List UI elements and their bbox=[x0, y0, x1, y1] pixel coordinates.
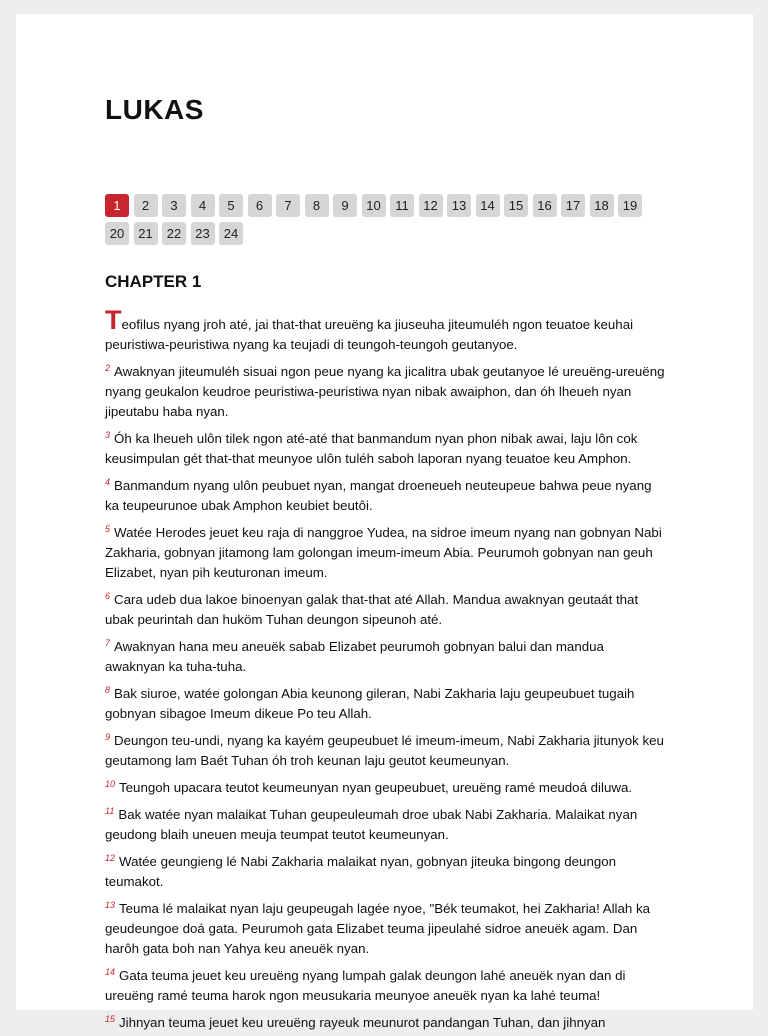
chapter-nav bbox=[105, 194, 665, 245]
verse-3 bbox=[105, 425, 665, 469]
chapter-heading: CHAPTER 1 bbox=[105, 272, 202, 291]
verse-15 bbox=[105, 1009, 665, 1033]
document-page bbox=[16, 14, 753, 1030]
verse-number: 13 bbox=[105, 900, 116, 910]
verse-number: 7 bbox=[105, 638, 111, 648]
verse-text: Bak siuroe, watée golongan Abia keunong gileran, Nabi Zakharia laju geupeubuet tugaih gobnyan sibagoe Imeum dikeue Po teu Allah. bbox=[105, 686, 635, 721]
verse-1 bbox=[105, 305, 665, 355]
chapter-link-4[interactable]: 4 bbox=[191, 194, 215, 217]
verse-text: Awaknyan hana meu aneuëk sabab Elizabet peurumoh gobnyan balui dan mandua awaknyan ka tuha-tuha. bbox=[105, 639, 604, 674]
chapter-link-22[interactable]: 22 bbox=[162, 222, 186, 245]
chapter-link-5[interactable]: 5 bbox=[219, 194, 243, 217]
chapter-link-14[interactable]: 14 bbox=[476, 194, 500, 217]
verse-9 bbox=[105, 727, 665, 771]
verse-8 bbox=[105, 680, 665, 724]
book-title: LUKAS bbox=[105, 94, 204, 125]
chapter-link-15[interactable]: 15 bbox=[504, 194, 528, 217]
verse-text: Gata teuma jeuet keu ureuëng nyang lumpah galak deungon lahé aneuëk nyan dan di ureuëng ramé teuma harok ngon meusukaria meunyoe aneuëk nyan ka lahé teuma! bbox=[105, 968, 626, 1003]
chapter-link-10[interactable]: 10 bbox=[362, 194, 386, 217]
verse-4 bbox=[105, 472, 665, 516]
chapter-link-1[interactable]: 1 bbox=[105, 194, 129, 217]
verse-6 bbox=[105, 586, 665, 630]
verse-text: Banmandum nyang ulôn peubuet nyan, mangat droeneueh neuteupeue bahwa peue nyang ka teupeurunoe ubak Amphon keubiet beutôi. bbox=[105, 478, 652, 513]
verse-13 bbox=[105, 895, 665, 959]
verse-number: 14 bbox=[105, 967, 116, 977]
chapter-link-17[interactable]: 17 bbox=[561, 194, 585, 217]
verse-text: eofilus nyang jroh até, jai that-that ureuëng ka jiuseuha jiteumuléh ngon teuatoe keuhai peuristiwa-peuristiwa nyang ka teujadi di teungoh-teungoh geutanyoe. bbox=[105, 317, 634, 352]
chapter-link-19[interactable]: 19 bbox=[618, 194, 642, 217]
verse-number: 11 bbox=[105, 806, 115, 816]
chapter-text bbox=[105, 305, 665, 1036]
verse-text: Watée geungieng lé Nabi Zakharia malaikat nyan, gobnyan jiteuka bingong deungon teumakot. bbox=[105, 854, 617, 889]
verse-number: 15 bbox=[105, 1014, 116, 1024]
chapter-link-16[interactable]: 16 bbox=[533, 194, 557, 217]
verse-text: Deungon teu-undi, nyang ka kayém geupeubuet lé imeum-imeum, Nabi Zakharia jitunyok keu geutamong lam Baét Tuhan óh troh keunan laju geutot keumeunyan. bbox=[105, 733, 664, 768]
chapter-link-11[interactable]: 11 bbox=[390, 194, 414, 217]
verse-number: 4 bbox=[105, 477, 111, 487]
verse-11 bbox=[105, 801, 665, 845]
verse-text: Awaknyan jiteumuléh sisuai ngon peue nyang ka jicalitra ubak geutanyoe lé ureuëng-ureuëng nyang geukalon keudroe peuristiwa-peuristiwa nyan nibak awaiphon, dan óh lheueh nyan jipeutabu haba nyan. bbox=[105, 364, 665, 419]
chapter-link-7[interactable]: 7 bbox=[276, 194, 300, 217]
verse-text: Teuma lé malaikat nyan laju geupeugah lagée nyoe, "Bék teumakot, hei Zakharia! Allah ka geudeungoe doá gata. Peurumoh gata Elizabet teuma jipeulahé sidroe aneuëk agam. Dan harôh gata boh nan Yahya keu aneuëk nyan. bbox=[105, 901, 651, 956]
verse-number: 12 bbox=[105, 853, 116, 863]
verse-text: Watée Herodes jeuet keu raja di nanggroe Yudea, na sidroe imeum nyang nan gobnyan Nabi Zakharia, gobnyan jitamong lam golongan imeum-imeum Abia. Peurumoh gobnyan nan geuh Elizabet, nyan pih keuturonan imeum. bbox=[105, 525, 662, 580]
chapter-link-24[interactable]: 24 bbox=[219, 222, 243, 245]
verse-12 bbox=[105, 848, 665, 892]
verse-text: Bak watée nyan malaikat Tuhan geupeuleumah droe ubak Nabi Zakharia. Malaikat nyan geudong blaih uneuen meuja teumpat teutot keumeunyan. bbox=[105, 807, 638, 842]
verse-text: Cara udeb dua lakoe binoenyan galak that-that até Allah. Mandua awaknyan geutaát that ubak peurintah dan huköm Tuhan deungon sipeunoh até. bbox=[105, 592, 639, 627]
verse-number: 3 bbox=[105, 430, 111, 440]
verse-text: Teungoh upacara teutot keumeunyan nyan geupeubuet, ureuëng ramé meudoá diluwa. bbox=[119, 780, 633, 795]
verse-5 bbox=[105, 519, 665, 583]
chapter-link-23[interactable]: 23 bbox=[191, 222, 215, 245]
drop-cap: T bbox=[105, 305, 122, 335]
verse-number: 10 bbox=[105, 779, 116, 789]
chapter-link-9[interactable]: 9 bbox=[333, 194, 357, 217]
chapter-link-20[interactable]: 20 bbox=[105, 222, 129, 245]
verse-14 bbox=[105, 962, 665, 1006]
chapter-link-3[interactable]: 3 bbox=[162, 194, 186, 217]
verse-2 bbox=[105, 358, 665, 422]
chapter-link-6[interactable]: 6 bbox=[248, 194, 272, 217]
verse-7 bbox=[105, 633, 665, 677]
verse-text: Óh ka lheueh ulôn tilek ngon até-até that banmandum nyan phon nibak awai, laju lôn cok keusimpulan gét that-that meunyoe ulôn tuléh saboh laporan nyang teuatoe keu Amphon. bbox=[105, 431, 638, 466]
chapter-link-21[interactable]: 21 bbox=[134, 222, 158, 245]
chapter-link-8[interactable]: 8 bbox=[305, 194, 329, 217]
verse-number: 6 bbox=[105, 591, 111, 601]
chapter-link-13[interactable]: 13 bbox=[447, 194, 471, 217]
verse-number: 8 bbox=[105, 685, 111, 695]
verse-text: Jihnyan teuma jeuet keu ureuëng rayeuk meunurot pandangan Tuhan, dan jihnyan bbox=[119, 1015, 606, 1030]
verse-number: 2 bbox=[105, 363, 111, 373]
verse-10 bbox=[105, 774, 665, 798]
chapter-link-2[interactable]: 2 bbox=[134, 194, 158, 217]
verse-number: 5 bbox=[105, 524, 111, 534]
verse-number: 9 bbox=[105, 732, 111, 742]
chapter-link-12[interactable]: 12 bbox=[419, 194, 443, 217]
chapter-link-18[interactable]: 18 bbox=[590, 194, 614, 217]
